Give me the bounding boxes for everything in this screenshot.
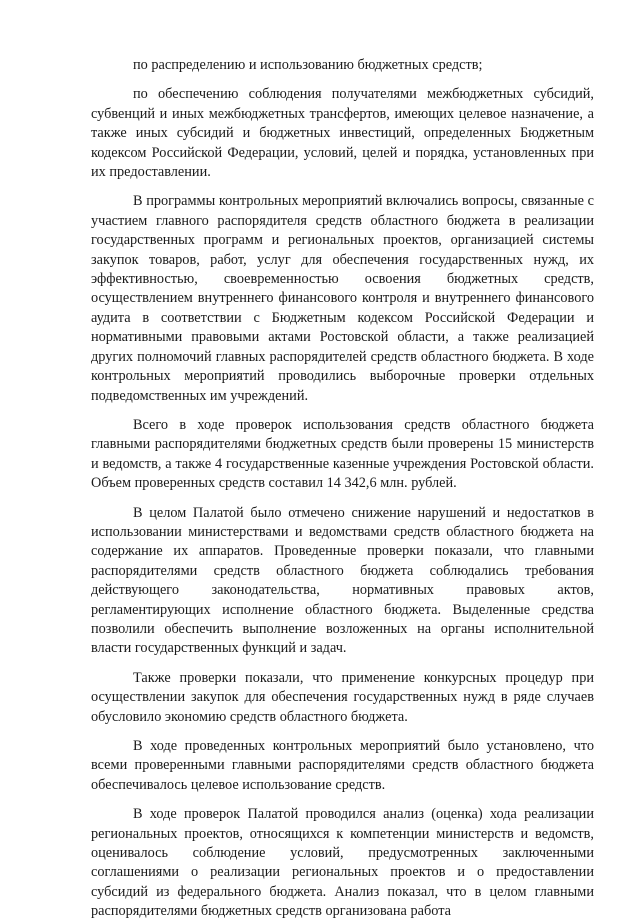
- paragraph-violations-decrease: В целом Палатой было отмечено снижение нарушений и недостатков в использовании министерствами и ведомствами средств областного бюджета на содержание их аппаратов. Проведенные проверки показали, что главными распорядителями средств областного бюджета соблюдались требования действующего законодательства, нормативных правовых актов, регламентирующих исполнение областного бюджета. Выделенные средства позволили обеспечить выполнение возложенных на органы исполнительной власти государственных функций и задач.: [91, 504, 594, 657]
- paragraph-regional-projects: В ходе проверок Палатой проводился анализ (оценка) хода реализации региональных проектов, относящихся к компетенции министерств и ведомств, оценивалось соблюдение условий, предусмотренных заключенными соглашениями о реализации региональных проектов и о предоставлении субсидий из федерального бюджета. Анализ показал, что в целом главными распорядителями бюджетных средств организована работа: [91, 806, 594, 920]
- paragraph-audit-totals: Всего в ходе проверок использования средств областного бюджета главными распорядителями бюджетных средств были проверены 15 министерств и ведомств, а также 4 государственные казенные учреждения Ростовской области. Объем проверенных средств составил 14 342,6 млн. рублей.: [91, 416, 594, 492]
- paragraph-control-programs: В программы контрольных мероприятий включались вопросы, связанные с участием главного распорядителя средств областного бюджета в реализации государственных программ и региональных проектов, организацией системы закупок товаров, работ, услуг для обеспечения государственных нужд, их эффективностью, своевременностью освоения бюджетных средств, осуществлением внутреннего финансового контроля и внутреннего финансового аудита в соответствии с Бюджетным кодексом Российской Федерации и нормативными правовыми актами Ростовской области, а также реализацией других полномочий главных распорядителей средств областного бюджета. В ходе контрольных мероприятий проводились выборочные проверки отдельных подведомственных им учреждений.: [91, 193, 594, 404]
- paragraph-transfers-compliance: по обеспечению соблюдения получателями межбюджетных субсидий, субвенций и иных межбюджетных трансфертов, имеющих целевое назначение, а также иных субсидий и бюджетных инвестиций, определенных Бюджетным кодексом Российской Федерации, условий, целей и порядка, установленных при их предоставлении.: [91, 86, 594, 181]
- paragraph-targeted-use: В ходе проведенных контрольных мероприятий было установлено, что всеми проверенными главными распорядителями средств областного бюджета обеспечивалось целевое использование средств.: [91, 738, 594, 793]
- paragraph-procurement-savings: Также проверки показали, что применение конкурсных процедур при осуществлении закупок для обеспечения государственных нужд в ряде случаев обусловило экономию средств областного бюджета.: [91, 669, 594, 725]
- document-page: [91, 56, 594, 922]
- paragraph-budget-distribution: по распределению и использованию бюджетных средств;: [133, 57, 483, 73]
